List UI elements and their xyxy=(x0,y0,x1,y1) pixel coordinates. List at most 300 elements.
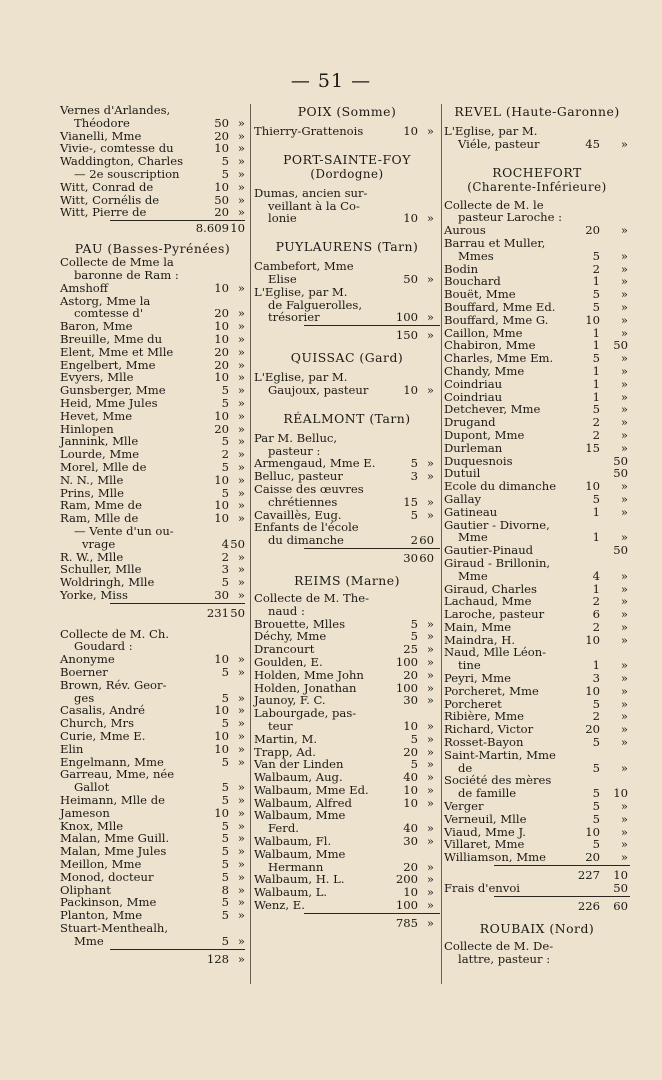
donor-name: Théodore xyxy=(74,115,130,130)
cents: » xyxy=(426,821,434,836)
net-total-row xyxy=(444,895,630,913)
cents: » xyxy=(426,744,434,759)
cents: » xyxy=(620,581,628,596)
cents: » xyxy=(620,619,628,634)
donor-name: Naud, Mlle Léon- xyxy=(444,645,547,660)
amount: 3 xyxy=(221,562,229,577)
cents: » xyxy=(237,716,245,731)
amount: 5 xyxy=(592,491,600,506)
donor-name: Malan, Mme Jules xyxy=(60,844,167,859)
donor-name: Gautier - Divorne, xyxy=(444,517,550,532)
subtotal-row xyxy=(254,324,440,342)
amount: 2 xyxy=(221,549,229,564)
amount: 5 xyxy=(592,248,600,263)
donor-name: Collecte de M. The- xyxy=(254,590,370,605)
cents: » xyxy=(426,456,434,471)
amount: 1 xyxy=(592,389,600,404)
cents: » xyxy=(620,274,628,289)
amount: 6 xyxy=(592,607,600,622)
amount: 5 xyxy=(221,716,229,731)
donor-name: Cavaillès, Eug. xyxy=(254,507,342,522)
cents: » xyxy=(237,793,245,808)
cents: » xyxy=(237,498,245,513)
donor-name: Bouffard, Mme Ed. xyxy=(444,299,556,314)
donor-name: Cambefort, Mme xyxy=(254,259,354,274)
amount: 10 xyxy=(585,683,600,698)
donor-name: Gaujoux, pasteur xyxy=(268,382,369,397)
donor-name: Astorg, Mme la xyxy=(60,293,151,308)
donor-name: Elise xyxy=(268,271,297,286)
donor-name: Casalis, André xyxy=(60,703,146,718)
donor-name: Bouffard, Mme G. xyxy=(444,312,549,327)
amount: 5 xyxy=(221,933,229,948)
donor-name: Gatineau xyxy=(444,504,498,519)
donor-row xyxy=(444,851,630,864)
donor-name: Amshoff xyxy=(60,280,108,295)
cents: » xyxy=(620,671,628,686)
subtotal-row xyxy=(444,864,630,882)
donor-row xyxy=(444,138,630,151)
amount: 50 xyxy=(403,271,418,286)
cents: » xyxy=(620,402,628,417)
cents: » xyxy=(620,299,628,314)
donor-name: Barrau et Muller, xyxy=(444,235,546,250)
cents: » xyxy=(620,658,628,673)
cents: » xyxy=(426,770,434,785)
amount: 20 xyxy=(214,421,229,436)
donor-name: Jannink, Mlle xyxy=(60,434,139,449)
page-number: — 51 — xyxy=(290,70,372,92)
amount: 15 xyxy=(585,440,600,455)
cents: » xyxy=(237,882,245,897)
donor-name: Verneuil, Mlle xyxy=(444,811,527,826)
donor-name: Brouette, Mlles xyxy=(254,616,346,631)
cents: » xyxy=(620,389,628,404)
amount: 10 xyxy=(585,824,600,839)
donor-name: Goulden, E. xyxy=(254,654,323,669)
donor-name: Goudard : xyxy=(74,639,133,654)
subtotal-row xyxy=(254,912,440,930)
donor-name: Coindriau xyxy=(444,389,503,404)
donor-name: Peyri, Mme xyxy=(444,671,512,686)
amount: 8 xyxy=(221,882,229,897)
total-amount: 227 xyxy=(577,868,600,883)
cents: » xyxy=(237,166,245,181)
donor-name: Vivie-, comtesse du xyxy=(60,141,174,156)
total-amount: 30 xyxy=(403,550,418,565)
amount: 10 xyxy=(403,782,418,797)
amount: 10 xyxy=(214,370,229,385)
amount: 10 xyxy=(214,805,229,820)
total-amount: 231 xyxy=(206,605,229,620)
donor-row xyxy=(444,882,630,895)
amount: 100 xyxy=(395,898,418,913)
amount: 10 xyxy=(214,141,229,156)
donor-name: Jaunoy, F. C. xyxy=(254,693,326,708)
amount: 1 xyxy=(592,581,600,596)
cents: » xyxy=(237,805,245,820)
section-heading-poix: POIX (Somme) xyxy=(297,104,397,119)
donor-name: Collecte de M. De- xyxy=(444,938,554,953)
amount: 20 xyxy=(214,357,229,372)
amount: 10 xyxy=(214,498,229,513)
cents: 10 xyxy=(613,786,628,801)
donor-row xyxy=(254,311,440,324)
donor-name: pasteur : xyxy=(268,443,321,458)
section-heading-roubaix: ROUBAIX (Nord) xyxy=(479,920,595,936)
column-divider xyxy=(250,104,251,984)
amount: 45 xyxy=(585,136,600,151)
donor-name: Chandy, Mme xyxy=(444,363,525,378)
donor-name: Walbaum, Fl. xyxy=(254,834,332,849)
cents: » xyxy=(620,248,628,263)
amount: 5 xyxy=(410,456,418,471)
donor-name: Porcheret xyxy=(444,696,502,711)
donor-name: Vernes d'Arlandes, xyxy=(60,103,171,117)
amount: 10 xyxy=(585,312,600,327)
donor-row xyxy=(60,730,245,743)
amount: 2 xyxy=(221,447,229,462)
subtotal-row xyxy=(60,948,245,966)
donor-name: Knox, Mlle xyxy=(60,818,124,833)
cents: » xyxy=(620,824,628,839)
amount: 5 xyxy=(221,690,229,705)
cents: » xyxy=(426,898,434,913)
amount: 5 xyxy=(221,818,229,833)
cents: » xyxy=(620,223,628,238)
donor-name: Morel, Mlle de xyxy=(60,459,147,474)
total-cents: » xyxy=(237,951,245,966)
amount: 20 xyxy=(214,344,229,359)
donor-name: Yorke, Miss xyxy=(60,587,128,602)
amount: 5 xyxy=(221,434,229,449)
cents: 50 xyxy=(613,543,628,558)
amount: 5 xyxy=(592,351,600,366)
amount: 5 xyxy=(592,696,600,711)
amount: 5 xyxy=(410,757,418,772)
cents: » xyxy=(237,331,245,346)
amount: 10 xyxy=(214,280,229,295)
cents: » xyxy=(620,504,628,519)
amount: 5 xyxy=(221,459,229,474)
cents: » xyxy=(237,141,245,156)
cents: » xyxy=(237,729,245,744)
donor-name: de xyxy=(458,760,473,775)
amount: 5 xyxy=(592,760,600,775)
cents: » xyxy=(620,607,628,622)
amount: 5 xyxy=(592,786,600,801)
column-3 xyxy=(444,104,630,965)
cents: » xyxy=(426,731,434,746)
donor-list xyxy=(60,628,245,948)
cents: » xyxy=(620,594,628,609)
amount: 1 xyxy=(592,504,600,519)
amount: 25 xyxy=(403,642,418,657)
donor-name: Holden, Mme John xyxy=(254,667,364,682)
donor-name: Caillon, Mme xyxy=(444,325,523,340)
total-cents: 60 xyxy=(419,550,434,565)
cents: » xyxy=(237,472,245,487)
donor-name: Hinlopen xyxy=(60,421,114,436)
donor-name: Mme xyxy=(458,530,488,545)
donor-name: Walbaum, L. xyxy=(254,885,328,900)
cents: » xyxy=(237,869,245,884)
donor-name: Bouët, Mme xyxy=(444,287,516,302)
cents: » xyxy=(237,857,245,872)
donor-name: Coindriau xyxy=(444,376,503,391)
donor-name: Wenz, E. xyxy=(254,898,305,913)
amount: 10 xyxy=(214,179,229,194)
total-rule xyxy=(494,896,630,897)
total-amount: 128 xyxy=(206,951,229,966)
donor-name: Heimann, Mlle de xyxy=(60,793,166,808)
donor-name: Frais d'envoi xyxy=(444,881,521,896)
donor-row xyxy=(60,589,245,602)
amount: 40 xyxy=(403,821,418,836)
amount: 5 xyxy=(592,299,600,314)
donor-name: Collecte de M. le xyxy=(444,197,544,212)
amount: 10 xyxy=(214,741,229,756)
amount: 5 xyxy=(221,395,229,410)
cents: » xyxy=(426,310,434,325)
amount: 5 xyxy=(410,629,418,644)
total-cents: » xyxy=(426,915,434,930)
amount: 10 xyxy=(214,331,229,346)
cents: » xyxy=(237,831,245,846)
cents: » xyxy=(426,642,434,657)
cents: » xyxy=(620,136,628,151)
section-heading-reims: REIMS (Marne) xyxy=(294,572,400,588)
total-rule xyxy=(494,865,630,866)
amount: 20 xyxy=(214,306,229,321)
donor-name: Engelbert, Mme xyxy=(60,357,156,372)
donor-name: Saint-Martin, Mme xyxy=(444,747,556,762)
donor-name: Viéle, pasteur xyxy=(458,136,540,151)
amount: 10 xyxy=(403,124,418,138)
donor-name: Martin, M. xyxy=(254,731,318,746)
donor-name: Walbaum, Alfred xyxy=(254,795,352,810)
cents: » xyxy=(237,844,245,859)
donor-name: Richard, Victor xyxy=(444,722,534,737)
donor-name: Drugand xyxy=(444,415,496,430)
amount: 20 xyxy=(585,722,600,737)
donor-row xyxy=(444,953,630,966)
donor-name: chrétiennes xyxy=(268,494,338,509)
donor-name: Viaud, Mme J. xyxy=(444,824,526,839)
donor-name: Collecte de Mme la xyxy=(60,255,174,270)
donor-name: Lachaud, Mme xyxy=(444,594,532,609)
cents: » xyxy=(620,351,628,366)
amount: 15 xyxy=(403,494,418,509)
cents: » xyxy=(237,549,245,564)
donor-name: Garreau, Mme, née xyxy=(60,767,175,782)
cents: » xyxy=(237,933,245,948)
cents: » xyxy=(237,459,245,474)
amount: 10 xyxy=(214,729,229,744)
donor-name: Chabiron, Mme xyxy=(444,338,536,353)
donor-name: Elin xyxy=(60,741,84,756)
amount: 1 xyxy=(592,338,600,353)
total-amount: 226 xyxy=(577,898,600,913)
cents: » xyxy=(620,850,628,865)
donor-name: tine xyxy=(458,658,481,673)
amount: 30 xyxy=(403,834,418,849)
column-divider xyxy=(441,104,442,984)
amount: 2 xyxy=(592,594,600,609)
section-heading-revel: REVEL (Haute-Garonne) xyxy=(454,104,620,119)
donor-name: Ram, Mlle de xyxy=(60,511,139,526)
donor-list xyxy=(254,187,440,225)
cents: » xyxy=(620,261,628,276)
donor-list xyxy=(60,104,245,219)
cents: » xyxy=(237,115,245,130)
amount: 5 xyxy=(221,844,229,859)
cents: » xyxy=(620,325,628,340)
amount: 5 xyxy=(592,287,600,302)
donor-name: Stuart-Menthealh, xyxy=(60,921,169,936)
cents: » xyxy=(237,665,245,680)
amount: 30 xyxy=(403,693,418,708)
cents: » xyxy=(237,421,245,436)
donor-name: L'Eglise, par M. xyxy=(254,284,348,299)
amount: 2 xyxy=(592,415,600,430)
donor-name: Mme xyxy=(458,568,488,583)
amount: 10 xyxy=(214,319,229,334)
cents: » xyxy=(426,885,434,900)
amount: 1 xyxy=(592,274,600,289)
amount: 5 xyxy=(592,811,600,826)
amount: 5 xyxy=(221,154,229,169)
amount: 1 xyxy=(592,363,600,378)
cents: 50 xyxy=(613,338,628,353)
amount: 5 xyxy=(410,616,418,631)
amount: 5 xyxy=(221,166,229,181)
donor-name: Planton, Mme xyxy=(60,908,143,923)
cents: » xyxy=(237,205,245,220)
amount: 100 xyxy=(395,310,418,325)
donor-name: L'Eglise, par M. xyxy=(444,124,538,138)
cents: » xyxy=(426,271,434,286)
donor-name: Walbaum, Mme Ed. xyxy=(254,782,369,797)
cents: » xyxy=(237,128,245,143)
donor-name: Baron, Mme xyxy=(60,319,133,334)
amount: 100 xyxy=(395,654,418,669)
amount: 5 xyxy=(592,735,600,750)
cents: 50 xyxy=(613,453,628,468)
cents: » xyxy=(620,312,628,327)
donor-name: Prins, Mlle xyxy=(60,485,124,500)
cents: » xyxy=(237,587,245,602)
cents: » xyxy=(620,837,628,852)
cents: » xyxy=(620,363,628,378)
cents: » xyxy=(620,491,628,506)
donor-name: Mme xyxy=(74,933,104,948)
amount: 10 xyxy=(403,211,418,226)
cents: » xyxy=(237,319,245,334)
cents: » xyxy=(620,415,628,430)
cents: » xyxy=(426,782,434,797)
cents: » xyxy=(237,395,245,410)
donor-row xyxy=(254,212,440,225)
amount: 5 xyxy=(221,575,229,590)
donor-row xyxy=(254,899,440,912)
donor-name: Duquesnois xyxy=(444,453,513,468)
donor-name: naud : xyxy=(268,603,305,618)
donor-name: Aurous xyxy=(444,223,486,238)
donor-name: Enfants de l'école xyxy=(254,520,359,535)
amount: 20 xyxy=(403,859,418,874)
cents: 50 xyxy=(613,466,628,481)
donor-name: Witt, Conrad de xyxy=(60,179,154,194)
amount: 1 xyxy=(592,658,600,673)
section-heading-realmont: RÉALMONT (Tarn) xyxy=(283,410,411,426)
donor-name: Holden, Jonathan xyxy=(254,680,357,695)
amount: 10 xyxy=(403,382,418,397)
donor-name: trésorier xyxy=(268,310,320,325)
amount: 1 xyxy=(592,530,600,545)
donor-name: Meillon, Mme xyxy=(60,857,142,872)
donor-name: Mmes xyxy=(458,248,494,263)
donor-name: Malan, Mme Guill. xyxy=(60,831,170,846)
cents: » xyxy=(237,192,245,207)
donor-name: Hevet, Mme xyxy=(60,408,133,423)
cents: » xyxy=(620,811,628,826)
donor-list xyxy=(444,199,630,864)
cents: » xyxy=(426,382,434,397)
donor-name: Vianelli, Mme xyxy=(60,128,142,143)
cents: 60 xyxy=(419,533,434,548)
cents: » xyxy=(426,124,434,138)
cents: » xyxy=(237,818,245,833)
amount: 4 xyxy=(221,536,229,551)
amount: 10 xyxy=(585,632,600,647)
donor-name: Giraud, Charles xyxy=(444,581,537,596)
donor-name: Maindra, H. xyxy=(444,632,516,647)
donor-row xyxy=(60,206,245,219)
cents: » xyxy=(620,799,628,814)
amount: 40 xyxy=(403,770,418,785)
donor-name: Engelmann, Mme xyxy=(60,754,164,769)
donor-name: Oliphant xyxy=(60,882,111,897)
donor-name: Detchever, Mme xyxy=(444,402,541,417)
cents: » xyxy=(237,447,245,462)
donor-name: Gautier-Pinaud xyxy=(444,543,534,558)
donor-name: Woldringh, Mlle xyxy=(60,575,155,590)
amount: 4 xyxy=(592,568,600,583)
donor-name: — Vente d'un ou- xyxy=(74,523,174,538)
donor-name: vrage xyxy=(82,536,116,551)
donor-name: Hermann xyxy=(268,859,324,874)
donor-name: Thierry-Grattenois xyxy=(254,124,364,138)
donor-name: Schuller, Mlle xyxy=(60,562,142,577)
column-2 xyxy=(254,104,440,930)
donor-name: Drancourt xyxy=(254,642,315,657)
total-rule xyxy=(304,325,440,326)
donor-name: N. N., Mlle xyxy=(60,472,124,487)
donor-name: Déchy, Mme xyxy=(254,629,327,644)
total-amount: 785 xyxy=(395,915,418,930)
cents: » xyxy=(426,693,434,708)
donor-name: Rosset-Bayon xyxy=(444,735,524,750)
amount: 2 xyxy=(592,709,600,724)
donor-name: veillant à la Co- xyxy=(268,198,360,213)
cents: » xyxy=(237,703,245,718)
donor-name: Boerner xyxy=(60,665,108,680)
amount: 20 xyxy=(214,205,229,220)
cents: » xyxy=(426,494,434,509)
donor-name: Dumas, ancien sur- xyxy=(254,185,368,200)
cents: » xyxy=(426,872,434,887)
